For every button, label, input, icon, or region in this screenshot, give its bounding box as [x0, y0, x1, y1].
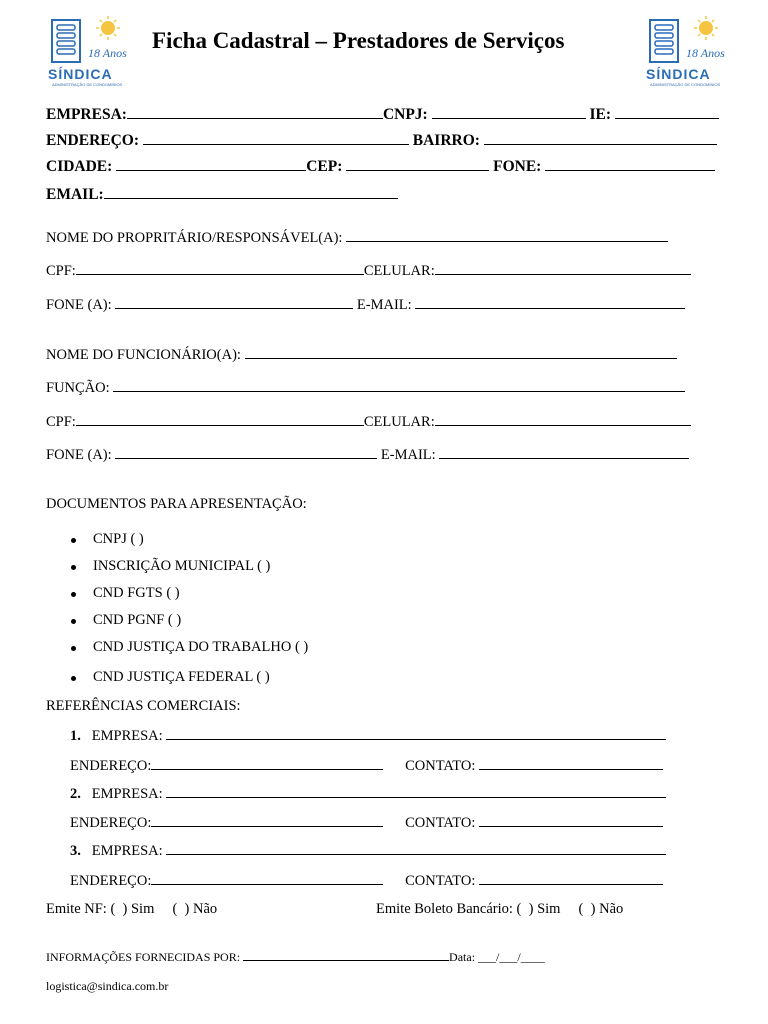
- references-heading: REFERÊNCIAS COMERCIAIS:: [46, 698, 241, 714]
- emite-nf-option[interactable]: Emite NF: ( ) Sim ( ) Não: [46, 901, 218, 917]
- employee-email-field[interactable]: [439, 446, 689, 459]
- reference-3-endereco-field[interactable]: [151, 872, 383, 885]
- email-field[interactable]: [104, 186, 398, 199]
- cep-field[interactable]: [346, 158, 489, 171]
- emite-boleto-option[interactable]: Emite Boleto Bancário: ( ) Sim ( ) Não: [376, 901, 624, 917]
- owner-cpf-row: [46, 262, 691, 280]
- bullet-icon: [71, 646, 76, 651]
- employee-funcao-row: [46, 379, 685, 397]
- bairro-label: BAIRRO:: [412, 132, 480, 149]
- empresa-row: [46, 106, 719, 124]
- logo-tagline: ADMINISTRAÇÃO DE CONDOMÍNIOS: [52, 82, 123, 87]
- employee-fone-row: [46, 446, 689, 464]
- reference-3-number: 3.: [70, 843, 81, 859]
- employee-cpf-field[interactable]: [76, 413, 364, 426]
- doc-item-cnpj[interactable]: CNPJ ( ): [93, 531, 144, 547]
- documents-heading: DOCUMENTOS PARA APRESENTAÇÃO:: [46, 496, 307, 512]
- info-fornecidas-label: INFORMAÇÕES FORNECIDAS POR:: [46, 950, 241, 964]
- email-label: EMAIL:: [46, 186, 104, 203]
- reference-1-empresa-label: EMPRESA:: [91, 728, 163, 744]
- endereco-row: [46, 132, 717, 150]
- owner-email-label: E-MAIL:: [356, 297, 412, 313]
- owner-name-label: NOME DO PROPRITÁRIO/RESPONSÁVEL(A):: [46, 230, 343, 246]
- logo-anos: 18 Anos: [686, 46, 725, 60]
- reference-1-empresa-row: [70, 727, 666, 745]
- employee-cpf-label: CPF:: [46, 414, 76, 430]
- fone-field[interactable]: [545, 158, 715, 171]
- reference-2-empresa-label: EMPRESA:: [91, 786, 163, 802]
- reference-2-number: 2.: [70, 786, 81, 802]
- bullet-icon: [71, 565, 76, 570]
- reference-2-empresa-row: [70, 785, 666, 803]
- reference-2-endereco-row: [70, 814, 663, 832]
- empresa-field[interactable]: [127, 106, 383, 119]
- reference-3-endereco-label: ENDEREÇO:: [70, 873, 152, 889]
- bullet-icon: [71, 592, 76, 597]
- owner-celular-label: CELULAR:: [363, 263, 435, 279]
- doc-item-inscricao-municipal[interactable]: INSCRIÇÃO MUNICIPAL ( ): [93, 558, 271, 574]
- reference-1-endereco-row: [70, 757, 663, 775]
- ie-label: IE:: [589, 106, 612, 123]
- owner-fone-row: [46, 296, 685, 314]
- employee-email-label: E-MAIL:: [380, 447, 436, 463]
- employee-funcao-label: FUNÇÃO:: [46, 380, 110, 396]
- employee-name-row: [46, 346, 677, 364]
- reference-3-empresa-field[interactable]: [166, 842, 666, 855]
- reference-1-endereco-field[interactable]: [151, 757, 383, 770]
- empresa-label: EMPRESA:: [46, 106, 127, 123]
- reference-1-number: 1.: [70, 728, 81, 744]
- owner-cpf-label: CPF:: [46, 263, 76, 279]
- reference-1-contato-field[interactable]: [479, 757, 663, 770]
- reference-1-endereco-label: ENDEREÇO:: [70, 758, 152, 774]
- fone-label: FONE:: [493, 158, 542, 175]
- logo-anos: 18 Anos: [88, 46, 127, 60]
- employee-cpf-row: [46, 413, 691, 431]
- logo-brand: SÍNDICA: [48, 66, 113, 82]
- owner-celular-field[interactable]: [435, 262, 691, 275]
- bullet-icon: [71, 676, 76, 681]
- owner-fone-field[interactable]: [115, 296, 353, 309]
- employee-celular-field[interactable]: [435, 413, 691, 426]
- reference-2-endereco-field[interactable]: [151, 814, 383, 827]
- bullet-icon: [71, 619, 76, 624]
- employee-celular-label: CELULAR:: [363, 414, 435, 430]
- doc-item-cnd-justica-federal[interactable]: CND JUSTIÇA FEDERAL ( ): [93, 669, 270, 685]
- owner-name-field[interactable]: [346, 229, 668, 242]
- page-title: Ficha Cadastral – Prestadores de Serviços: [152, 28, 565, 53]
- cidade-field[interactable]: [116, 158, 306, 171]
- reference-1-empresa-field[interactable]: [166, 727, 666, 740]
- cidade-row: [46, 158, 715, 176]
- employee-fone-field[interactable]: [115, 446, 377, 459]
- sindica-logo-left: [46, 16, 130, 88]
- owner-fone-label: FONE (A):: [46, 297, 112, 313]
- reference-3-contato-label: CONTATO:: [405, 873, 476, 889]
- owner-email-field[interactable]: [415, 296, 685, 309]
- reference-2-contato-label: CONTATO:: [405, 815, 476, 831]
- data-field[interactable]: Data: ___/___/____: [449, 950, 545, 964]
- cep-label: CEP:: [306, 158, 343, 175]
- reference-3-contato-field[interactable]: [479, 872, 663, 885]
- cnpj-field[interactable]: [432, 106, 586, 119]
- ie-field[interactable]: [615, 106, 719, 119]
- doc-item-cnd-pgnf[interactable]: CND PGNF ( ): [93, 612, 182, 628]
- endereco-field[interactable]: [143, 132, 409, 145]
- reference-3-endereco-row: [70, 872, 663, 890]
- owner-cpf-field[interactable]: [76, 262, 364, 275]
- info-fornecidas-field[interactable]: [243, 950, 449, 961]
- employee-name-label: NOME DO FUNCIONÁRIO(A):: [46, 347, 241, 363]
- reference-2-empresa-field[interactable]: [166, 785, 666, 798]
- bairro-field[interactable]: [484, 132, 717, 145]
- reference-3-empresa-row: [70, 842, 666, 860]
- info-fornecidas-row: [46, 950, 545, 965]
- reference-2-endereco-label: ENDEREÇO:: [70, 815, 152, 831]
- endereco-label: ENDEREÇO:: [46, 132, 140, 149]
- reference-1-contato-label: CONTATO:: [405, 758, 476, 774]
- sindica-logo-right: [644, 16, 728, 88]
- employee-name-field[interactable]: [245, 346, 677, 359]
- logo-tagline: ADMINISTRAÇÃO DE CONDOMÍNIOS: [650, 82, 721, 87]
- logo-brand: SÍNDICA: [646, 66, 711, 82]
- owner-name-row: [46, 229, 668, 247]
- cidade-label: CIDADE:: [46, 158, 113, 175]
- employee-funcao-field[interactable]: [113, 379, 685, 392]
- employee-fone-label: FONE (A):: [46, 447, 112, 463]
- reference-2-contato-field[interactable]: [479, 814, 663, 827]
- bullet-icon: [71, 538, 76, 543]
- doc-item-cnd-justica-trabalho[interactable]: CND JUSTIÇA DO TRABALHO ( ): [93, 639, 309, 655]
- doc-item-cnd-fgts[interactable]: CND FGTS ( ): [93, 585, 180, 601]
- contact-email[interactable]: logistica@sindica.com.br: [46, 979, 169, 993]
- email-row: [46, 186, 398, 204]
- reference-3-empresa-label: EMPRESA:: [91, 843, 163, 859]
- cnpj-label: CNPJ:: [382, 106, 428, 123]
